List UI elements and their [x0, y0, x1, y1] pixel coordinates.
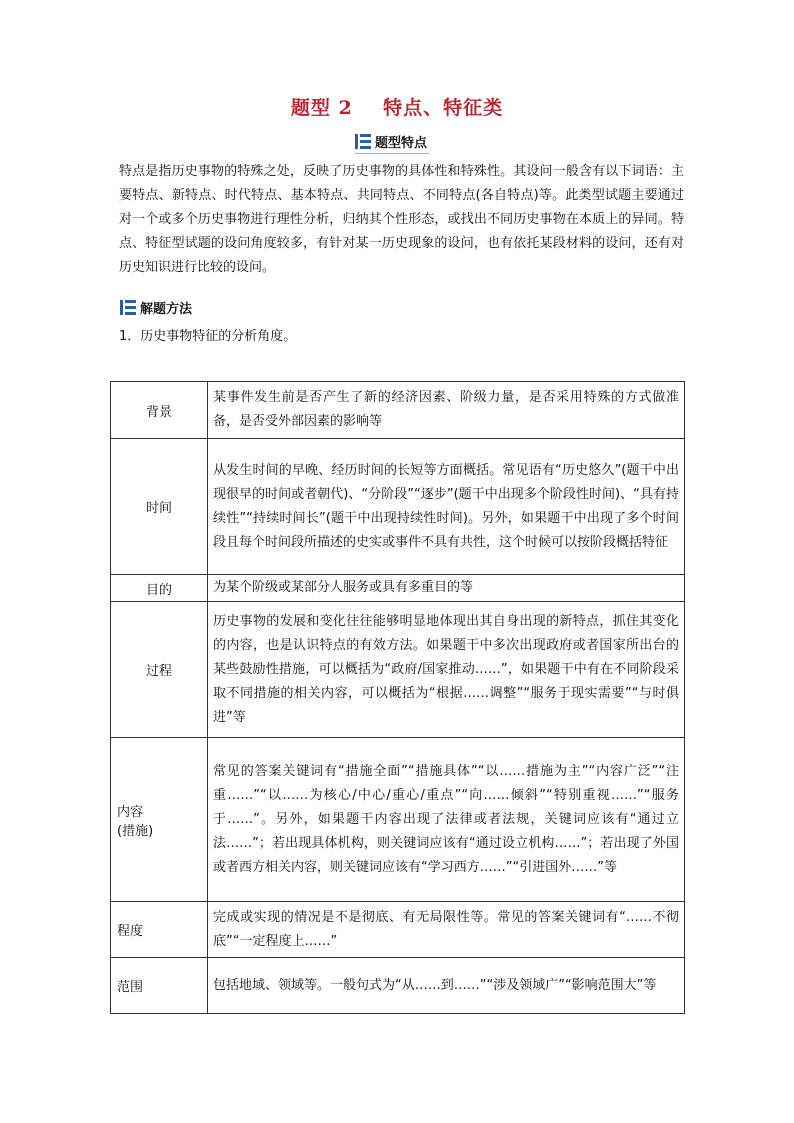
analysis-table — [110, 381, 685, 1014]
page-title: 题型 2 特点、特征类 — [290, 97, 504, 119]
table-row — [111, 738, 685, 902]
subheading: 1．历史事物特征的分析角度。 — [119, 329, 297, 344]
table-row — [111, 958, 685, 1014]
row-key: 背景 — [111, 382, 208, 439]
row-key-line: (措施) — [117, 823, 154, 839]
table-row — [111, 575, 685, 602]
table-row — [111, 602, 685, 738]
row-text: 从发生时间的早晚、经历时间的长短等方面概括。常见语有“历史悠久”(题干中出现很早的时间或者朝代)、“分阶段”“逐步”(题干中出现多个阶段性时间)、“具有持续性”“持续时间长”(题干中出现持续性时间)。另外，如果题干中出现了多个时间段且每个时间段所描述的史实或事件不具有共性，这个时候可以按阶段概括特征 — [208, 439, 685, 575]
row-text: 某事件发生前是否产生了新的经济因素、阶级力量，是否采用特殊的方式做准备，是否受外部因素的影响等 — [208, 382, 685, 439]
row-key — [111, 738, 208, 902]
row-text: 完成或实现的情况是不是彻底、有无局限性等。常见的答案关键词有“……不彻底”“一定程度上……” — [208, 902, 685, 958]
intro-paragraph: 特点是指历史事物的特殊之处，反映了历史事物的具体性和特殊性。其设问一般含有以下词语：主要特点、新特点、时代特点、基本特点、共同特点、不同特点(各自特点)等。此类型试题主要通过对一个或多个历史事物进行理性分析，归纳其个性形态，或找出不同历史事物在本质上的异同。特点、特征型试题的设问角度较多，有针对某一历史现象的设问，也有依托某段材料的设问，还有对历史知识进行比较的设问。 — [119, 164, 684, 275]
section-label: 解题方法 — [140, 301, 193, 317]
section-header-method — [120, 298, 192, 316]
row-key: 目的 — [111, 575, 208, 602]
row-key: 过程 — [111, 602, 208, 738]
list-icon — [355, 134, 371, 149]
list-icon — [120, 300, 136, 315]
row-text: 包括地域、领域等。一般句式为“从……到……”“涉及领域广”“影响范围大”等 — [208, 958, 685, 1014]
section-header-question-type — [355, 132, 427, 152]
table-row — [111, 382, 685, 439]
row-key: 程度 — [111, 902, 208, 958]
row-text: 常见的答案关键词有“措施全面”“措施具体”“以……措施为主”“内容广泛”“注重……”“以……为核心/中心/重心/重点”“向……倾斜”“特别重视……”“服务于……”。另外，如果题干内容出现了法律或者法规，关键词应该有“通过立法……”；若出现具体机构，则关键词应该有“通过设立机构……”；若出现了外国或者西方相关内容，则关键词应该有“学习西方……”“引进国外……”等 — [208, 738, 685, 902]
row-key: 时间 — [111, 439, 208, 575]
section-label: 题型特点 — [375, 135, 428, 151]
row-text: 为某个阶级或某部分人服务或具有多重目的等 — [208, 575, 685, 602]
row-text: 历史事物的发展和变化往往能够明显地体现出其自身出现的新特点，抓住其变化的内容，也是认识特点的有效方法。如果题干中多次出现政府或者国家所出台的某些鼓励性措施，可以概括为“政府/国家推动……”，如果题干中有在不同阶段采取不同措施的相关内容，可以概括为“根据……调整”“服务于现实需要”“与时俱进”等 — [208, 602, 685, 738]
row-key: 范围 — [111, 958, 208, 1014]
row-key-line: 内容 — [117, 804, 144, 820]
table-row — [111, 902, 685, 958]
table-row — [111, 439, 685, 575]
